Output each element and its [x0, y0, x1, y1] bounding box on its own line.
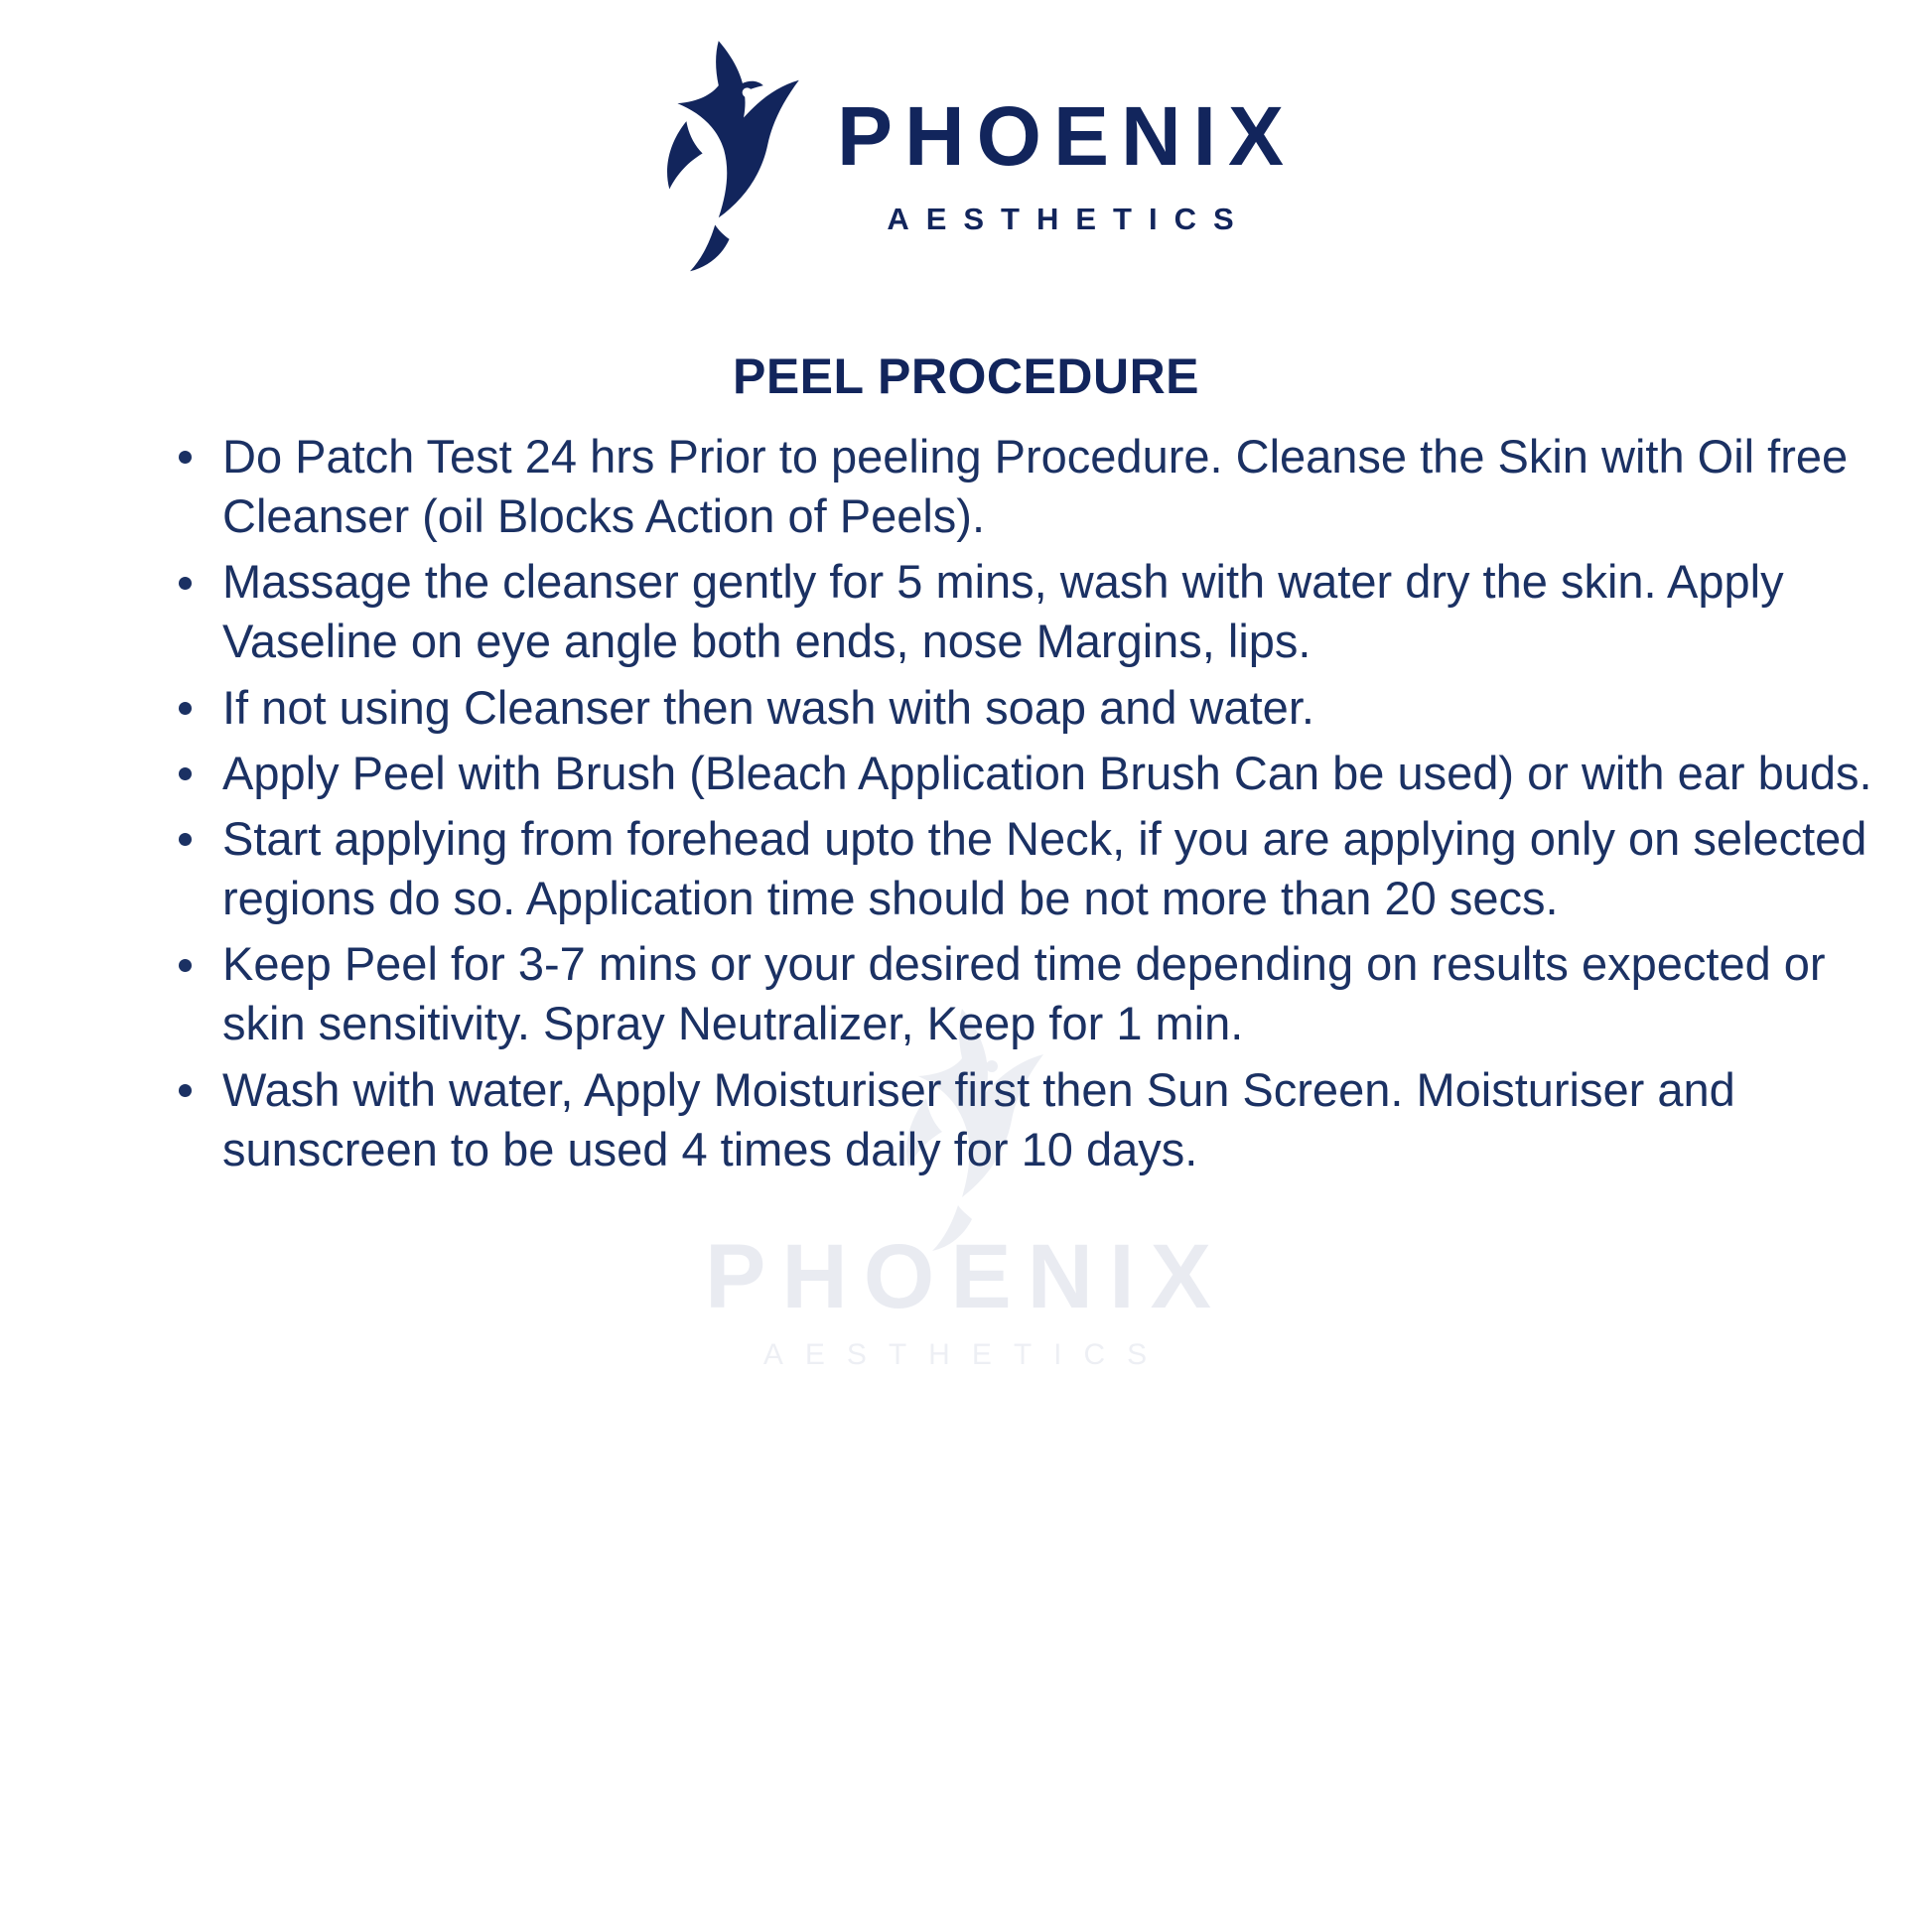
list-item — [179, 934, 1872, 1053]
list-item — [179, 744, 1872, 803]
bullet-icon — [179, 959, 192, 972]
list-item — [179, 809, 1872, 928]
step-text: Keep Peel for 3-7 mins or your desired time depending on results expected or skin sensitivity. Spray Neutralizer, Keep for 1 min. — [222, 937, 1826, 1050]
step-text: Apply Peel with Brush (Bleach Application Brush Can be used) or with ear buds. — [222, 746, 1872, 799]
bullet-icon — [179, 833, 192, 846]
brand-text — [825, 78, 1296, 237]
step-text: Massage the cleanser gently for 5 mins, wash with water dry the skin. Apply Vaseline on eye angle both ends, nose Margins, lips. — [222, 555, 1784, 668]
bullet-icon — [179, 577, 192, 590]
step-text: Wash with water, Apply Moisturiser first then Sun Screen. Moisturiser and sunscreen to be used 4 times daily for 10 days. — [222, 1062, 1735, 1175]
page-title: PEEL PROCEDURE — [732, 348, 1200, 404]
brand-name: PHOENIX — [836, 89, 1297, 183]
watermark-brand-tagline: AESTHETICS — [762, 1338, 1170, 1371]
watermark-brand-name: PHOENIX — [704, 1226, 1228, 1327]
phoenix-bird-icon — [636, 34, 815, 282]
step-text: If not using Cleanser then wash with soap and water. — [222, 680, 1314, 734]
list-item — [179, 427, 1872, 546]
bullet-icon — [179, 767, 192, 780]
step-text: Do Patch Test 24 hrs Prior to peeling Procedure. Cleanse the Skin with Oil free Cleanser (oil Blocks Action of Peels). — [222, 430, 1849, 543]
list-item — [179, 678, 1872, 738]
bullet-icon — [179, 451, 192, 464]
list-item — [179, 1060, 1872, 1179]
brand-logo — [0, 0, 1932, 282]
bullet-icon — [179, 702, 192, 715]
bullet-icon — [179, 1084, 192, 1097]
brand-tagline: AESTHETICS — [887, 202, 1251, 236]
list-item — [179, 552, 1872, 671]
step-text: Start applying from forehead upto the Neck, if you are applying only on selected regions do so. Application time should be not more than 20 secs. — [222, 811, 1867, 925]
procedure-steps-list — [0, 427, 1932, 1179]
